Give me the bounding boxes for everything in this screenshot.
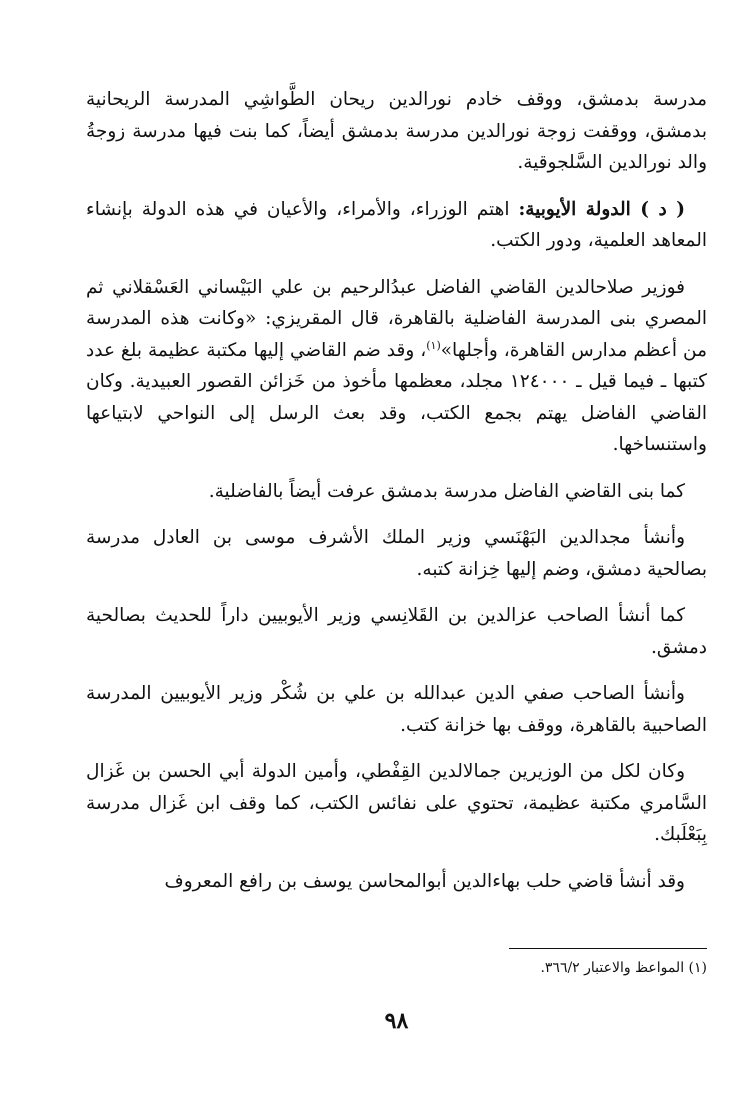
paragraph-nur-al-din-schools: مدرسة بدمشق، ووقف خادم نورالدين ريحان الطَّواشِي المدرسة الريحانية بدمشق، ووقفت زوجة نورالدين مدرسة بدمشق أيضاً، كما بنت فيها مدرسة زوجةُ والد نورالدين السَّلجوقية. <box>86 89 707 173</box>
paragraph-qifti-ibn-ghazal: وكان لكل من الوزيرين جمالالدين القِفْطي، وأمين الدولة أبي الحسن بن غَزال السَّامري مكتبة عظيمة، تحتوي على نفائس الكتب، كما وقف ابن غَزال مدرسة بِبَعْلَبك. <box>86 761 707 845</box>
paragraph-qalanisi: كما أنشأ الصاحب عزالدين بن القَلانِسي وزير الأيوبيين داراً للحديث بصالحية دمشق. <box>86 605 707 658</box>
section-heading-ayyubid: ( د ) الدولة الأيوبية: <box>518 198 685 220</box>
qadi-al-fadil-text-continued: ، وقد ضم القاضي إليها مكتبة عظيمة بلغ عدد كتبها ـ فيما قيل ـ ١٢٤٠٠٠ مجلد، معظمها مأخوذ من خَزائن القصور العبيدية. وكان القاضي الفاضل يهتم بجمع الكتب، وقد بعث الرسل إلى النواحي لابتياعها واستنساخها. <box>86 339 707 455</box>
paragraph-qadi-aleppo: وقد أنشأ قاضي حلب بهاءالدين أبوالمحاسن يوسف بن رافع المعروف <box>164 870 685 892</box>
page-number: ٩٨ <box>384 1008 409 1034</box>
paragraph-ayyubid-state <box>86 194 707 257</box>
paragraph-safi-al-din: وأنشأ الصاحب صفي الدين عبدالله بن علي بن شُكْر وزير الأيوبيين المدرسة الصاحبية بالقاهرة، ووقف بها خزانة كتب. <box>86 683 707 736</box>
book-page <box>86 84 707 1102</box>
paragraph-bahnasi: وأنشأ مجدالدين البَهْنَسي وزير الملك الأشرف موسى بن العادل مدرسة بصالحية دمشق، وضم إليها خِزانة كتبه. <box>86 527 707 580</box>
paragraph-qadi-al-fadil <box>86 272 707 461</box>
footnote-reference: (١) <box>426 338 441 352</box>
paragraph-fadiliya-damascus: كما بنى القاضي الفاضل مدرسة بدمشق عرفت أيضاً بالفاضلية. <box>208 480 685 502</box>
footnote: (١) المواعظ والاعتبار ٣٦٦/٢. <box>540 960 707 976</box>
qadi-al-fadil-text: فوزير صلاحالدين القاضي الفاضل عبدُالرحيم بن علي البَيْساني العَسْقلاني ثم المصري بنى المدرسة الفاضلية بالقاهرة، قال المقريزي: «وكانت هذه المدرسة من أعظم مدارس القاهرة، وأجلها» <box>86 276 707 361</box>
footnote-separator <box>509 948 707 949</box>
ayyubid-intro-text: اهتم الوزراء، والأمراء، والأعيان في هذه الدولة بإنشاء المعاهد العلمية، ودور الكتب. <box>86 198 707 251</box>
